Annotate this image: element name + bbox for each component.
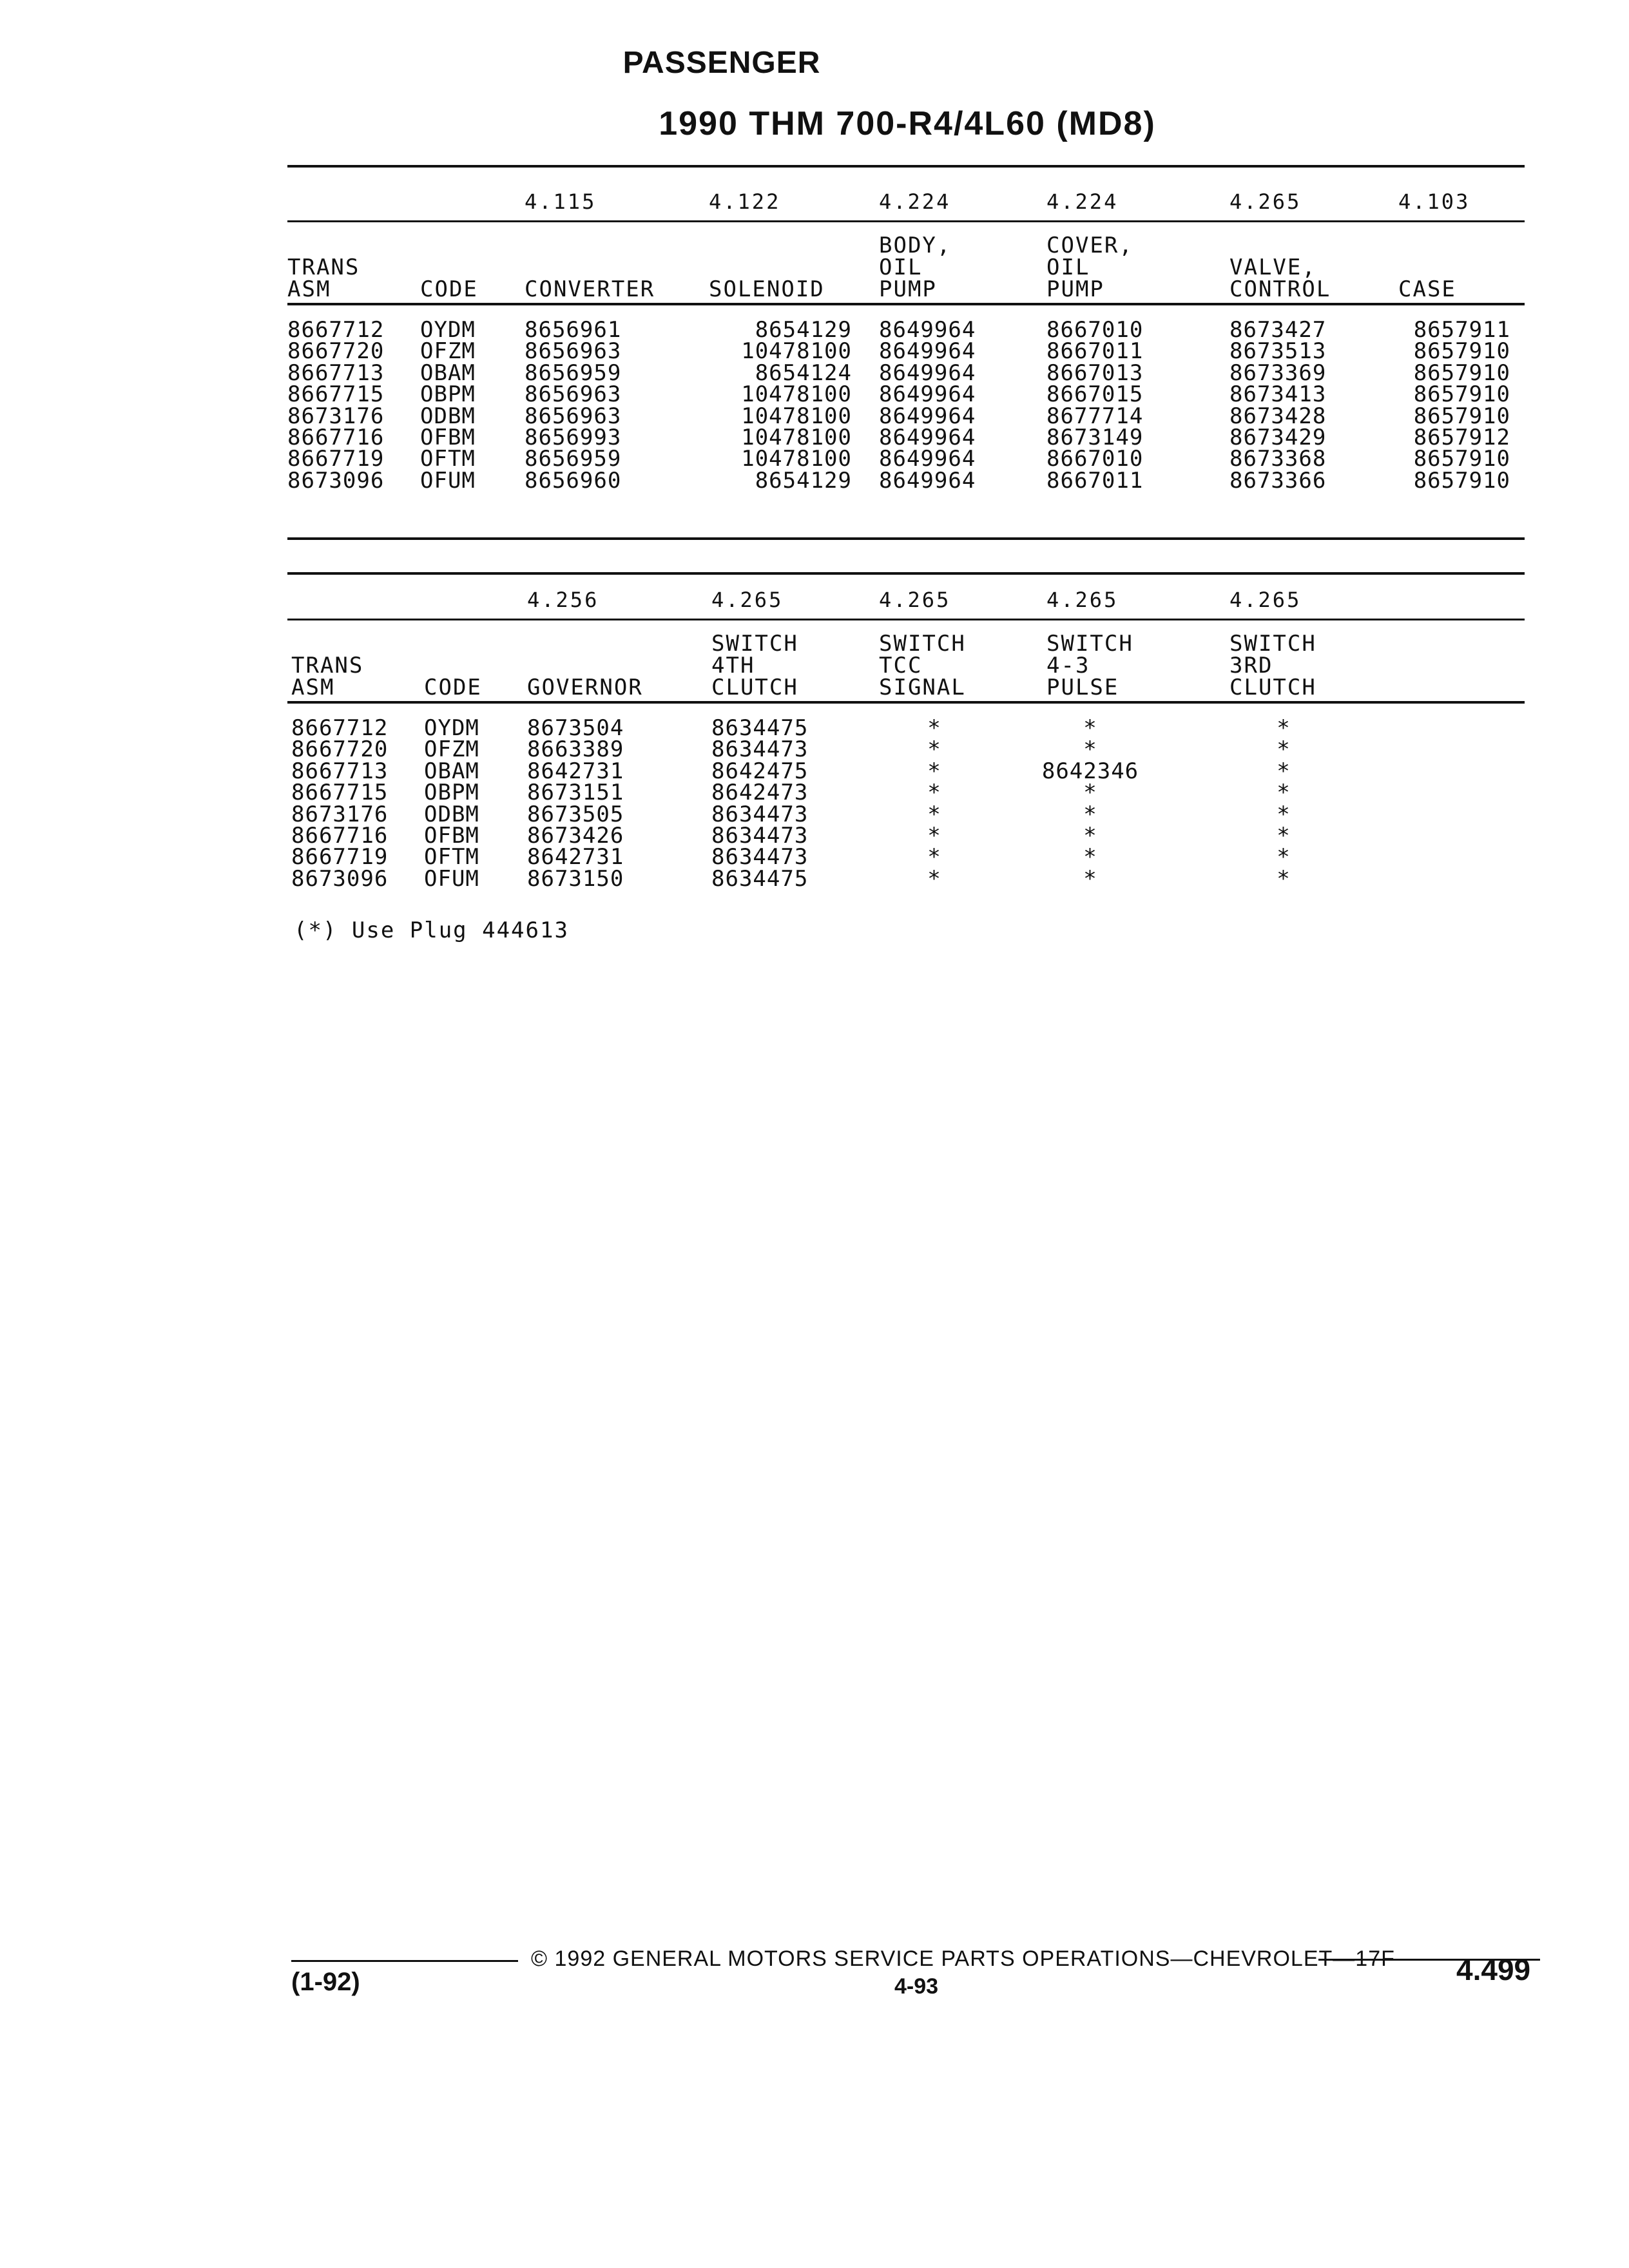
table-cell: 10478100 bbox=[741, 446, 852, 472]
table-bottom-rule bbox=[287, 537, 1525, 540]
column-header: TRANS bbox=[287, 255, 360, 280]
table-cell: 8667716 bbox=[291, 823, 389, 849]
column-header: SIGNAL bbox=[879, 675, 966, 700]
table-cell: 8656959 bbox=[525, 360, 622, 386]
table-cell: 8642475 bbox=[711, 758, 809, 784]
table-cell: 8656963 bbox=[525, 403, 622, 429]
table-cell: 8667010 bbox=[1046, 317, 1144, 343]
table-cell: 8673368 bbox=[1229, 446, 1327, 472]
table-cell: 8667719 bbox=[287, 446, 385, 472]
table-cell: * bbox=[1277, 736, 1291, 763]
table-cell: 8673505 bbox=[527, 801, 624, 827]
table-cell: 8673426 bbox=[527, 823, 624, 849]
section-ref: 4.122 bbox=[709, 189, 781, 214]
section-ref: 4.103 bbox=[1398, 189, 1470, 214]
column-header: CLUTCH bbox=[1229, 675, 1316, 700]
table-cell: 8667715 bbox=[291, 780, 389, 806]
table-cell: 8649964 bbox=[879, 403, 976, 429]
section-ref: 4.115 bbox=[525, 189, 597, 214]
column-header: 3RD bbox=[1229, 653, 1273, 678]
header-top-rule bbox=[287, 619, 1525, 620]
table-cell: 8673096 bbox=[287, 467, 385, 494]
table-cell: * bbox=[927, 736, 941, 763]
column-header: OIL bbox=[1046, 255, 1090, 280]
section-ref: 4.256 bbox=[527, 588, 599, 612]
table-cell: 8667720 bbox=[291, 736, 389, 763]
table-cell: 8656993 bbox=[525, 425, 622, 450]
header-bottom-rule bbox=[287, 303, 1525, 305]
header-top-rule bbox=[287, 220, 1525, 222]
column-header: TRANS bbox=[291, 653, 364, 678]
table-cell: 10478100 bbox=[741, 403, 852, 429]
header-bottom-rule bbox=[287, 701, 1525, 704]
table-cell: * bbox=[1277, 758, 1291, 784]
table-cell: 8649964 bbox=[879, 317, 976, 343]
table-cell: 8657910 bbox=[1413, 338, 1510, 365]
table-cell: 8673413 bbox=[1229, 381, 1327, 408]
column-header: BODY, bbox=[879, 233, 952, 258]
table-top-rule bbox=[287, 165, 1525, 168]
column-header: VALVE, bbox=[1229, 255, 1316, 280]
table-cell: 8649964 bbox=[879, 360, 976, 386]
column-header: PUMP bbox=[1046, 276, 1104, 302]
table-cell: 8642473 bbox=[711, 780, 809, 806]
table-cell: * bbox=[927, 844, 941, 870]
table-cell: 8657910 bbox=[1413, 446, 1510, 472]
table-cell: 8667010 bbox=[1046, 446, 1144, 472]
section-ref: 4.265 bbox=[879, 588, 951, 612]
table-cell: * bbox=[927, 715, 941, 741]
table-cell: 8656963 bbox=[525, 338, 622, 365]
table-cell: 8656960 bbox=[525, 467, 622, 494]
table-cell: 8673150 bbox=[527, 865, 624, 892]
table-cell: 8649964 bbox=[879, 381, 976, 408]
table-cell: OBAM bbox=[424, 758, 479, 784]
table-cell: 8634473 bbox=[711, 844, 809, 870]
table-cell: * bbox=[1277, 823, 1291, 849]
table-cell: OYDM bbox=[420, 317, 476, 343]
table-cell: 8673513 bbox=[1229, 338, 1327, 365]
column-header: CASE bbox=[1398, 276, 1456, 302]
column-header: CLUTCH bbox=[711, 675, 798, 700]
table-cell: 8642731 bbox=[527, 844, 624, 870]
table-cell: * bbox=[1083, 801, 1097, 827]
table-cell: 8667720 bbox=[287, 338, 385, 365]
table-cell: * bbox=[927, 780, 941, 806]
table-cell: 8657910 bbox=[1413, 403, 1510, 429]
table-cell: 8642731 bbox=[527, 758, 624, 784]
column-header: 4TH bbox=[711, 653, 755, 678]
table-cell: 8634475 bbox=[711, 865, 809, 892]
table-cell: 8673369 bbox=[1229, 360, 1327, 386]
table-cell: OFBM bbox=[420, 425, 476, 450]
table-cell: 8642346 bbox=[1041, 758, 1139, 784]
table-cell: 10478100 bbox=[741, 425, 852, 450]
table-cell: * bbox=[1083, 780, 1097, 806]
parts-table-2 bbox=[287, 572, 1525, 907]
table-cell: OFTM bbox=[424, 844, 479, 870]
table-cell: OBPM bbox=[424, 780, 479, 806]
table-cell: 8657910 bbox=[1413, 360, 1510, 386]
column-header: PUMP bbox=[879, 276, 937, 302]
column-header: GOVERNOR bbox=[527, 675, 643, 700]
table-cell: * bbox=[1083, 844, 1097, 870]
table-cell: * bbox=[1277, 715, 1291, 741]
table-cell: 8656961 bbox=[525, 317, 622, 343]
section-ref: 4.265 bbox=[711, 588, 784, 612]
section-ref: 4.224 bbox=[879, 189, 951, 214]
table-cell: 8649964 bbox=[879, 446, 976, 472]
table-cell: * bbox=[927, 758, 941, 784]
table-cell: 8673096 bbox=[291, 865, 389, 892]
column-header: SWITCH bbox=[1046, 631, 1133, 657]
column-header: SWITCH bbox=[879, 631, 966, 657]
table-cell: * bbox=[1083, 736, 1097, 763]
table-cell: OYDM bbox=[424, 715, 479, 741]
column-header: PULSE bbox=[1046, 675, 1119, 700]
table-cell: 8634475 bbox=[711, 715, 809, 741]
column-header: CODE bbox=[424, 675, 482, 700]
table-cell: OFUM bbox=[420, 467, 476, 494]
footer-copyright: © 1992 GENERAL MOTORS SERVICE PARTS OPERATIONS—CHEVROLET—17F bbox=[531, 1946, 1395, 1971]
section-ref: 4.265 bbox=[1229, 189, 1302, 214]
table-cell: 8649964 bbox=[879, 467, 976, 494]
table-cell: 8667011 bbox=[1046, 338, 1144, 365]
table-cell: OBAM bbox=[420, 360, 476, 386]
footer-date: (1-92) bbox=[291, 1968, 360, 1996]
section-ref: 4.265 bbox=[1046, 588, 1119, 612]
table-cell: 8673504 bbox=[527, 715, 624, 741]
table-cell: 8656959 bbox=[525, 446, 622, 472]
table-cell: 8657912 bbox=[1413, 425, 1510, 450]
table-cell: 10478100 bbox=[741, 381, 852, 408]
table-cell: 8667712 bbox=[287, 317, 385, 343]
table-cell: * bbox=[1277, 780, 1291, 806]
table-cell: * bbox=[927, 801, 941, 827]
column-header: 4-3 bbox=[1046, 653, 1090, 678]
table-cell: 8667015 bbox=[1046, 381, 1144, 408]
table-cell: OFTM bbox=[420, 446, 476, 472]
column-header: ASM bbox=[291, 675, 335, 700]
table-cell: 8673427 bbox=[1229, 317, 1327, 343]
section-ref: 4.224 bbox=[1046, 189, 1119, 214]
table-cell: * bbox=[1277, 865, 1291, 892]
table-cell: ODBM bbox=[420, 403, 476, 429]
column-header: CODE bbox=[420, 276, 478, 302]
table-cell: 8634473 bbox=[711, 823, 809, 849]
table-cell: 8673176 bbox=[291, 801, 389, 827]
table-cell: 8667011 bbox=[1046, 467, 1144, 494]
table-cell: 8634473 bbox=[711, 736, 809, 763]
column-header: SWITCH bbox=[711, 631, 798, 657]
table-cell: 8654124 bbox=[755, 360, 852, 386]
table-cell: 10478100 bbox=[741, 338, 852, 365]
table-cell: OFUM bbox=[424, 865, 479, 892]
table-cell: OFZM bbox=[420, 338, 476, 365]
column-header: TCC bbox=[879, 653, 923, 678]
table-cell: ODBM bbox=[424, 801, 479, 827]
table-cell: 8673428 bbox=[1229, 403, 1327, 429]
table-cell: 8663389 bbox=[527, 736, 624, 763]
table-cell: OBPM bbox=[420, 381, 476, 408]
table-cell: * bbox=[1083, 715, 1097, 741]
table-cell: 8656963 bbox=[525, 381, 622, 408]
parts-table-1 bbox=[287, 165, 1525, 552]
column-header: CONVERTER bbox=[525, 276, 655, 302]
section-heading: PASSENGER bbox=[622, 46, 821, 80]
column-header: SWITCH bbox=[1229, 631, 1316, 657]
column-header: CONTROL bbox=[1229, 276, 1331, 302]
column-header: ASM bbox=[287, 276, 331, 302]
section-ref: 4.265 bbox=[1229, 588, 1302, 612]
table-cell: OFBM bbox=[424, 823, 479, 849]
table-cell: * bbox=[1277, 801, 1291, 827]
table-cell: 8667713 bbox=[291, 758, 389, 784]
table-cell: * bbox=[927, 823, 941, 849]
footer-rule-left bbox=[291, 1960, 518, 1962]
table-top-rule bbox=[287, 572, 1525, 575]
column-header: COVER, bbox=[1046, 233, 1133, 258]
table-cell: 8667713 bbox=[287, 360, 385, 386]
column-header: SOLENOID bbox=[709, 276, 825, 302]
table-cell: 8634473 bbox=[711, 801, 809, 827]
table-cell: 8667013 bbox=[1046, 360, 1144, 386]
table-cell: 8673151 bbox=[527, 780, 624, 806]
footer-page-number: 4.499 bbox=[1456, 1953, 1531, 1986]
table-cell: 8667716 bbox=[287, 425, 385, 450]
table-cell: 8649964 bbox=[879, 425, 976, 450]
table-cell: * bbox=[1083, 865, 1097, 892]
table-cell: 8677714 bbox=[1046, 403, 1144, 429]
table-cell: 8673366 bbox=[1229, 467, 1327, 494]
table-cell: * bbox=[1083, 823, 1097, 849]
table-cell: 8657910 bbox=[1413, 381, 1510, 408]
table-cell: 8657911 bbox=[1413, 317, 1510, 343]
table-cell: 8673149 bbox=[1046, 425, 1144, 450]
table-cell: OFZM bbox=[424, 736, 479, 763]
table-cell: 8657910 bbox=[1413, 467, 1510, 494]
table-cell: 8654129 bbox=[755, 317, 852, 343]
table-cell: 8667719 bbox=[291, 844, 389, 870]
page-title: 1990 THM 700-R4/4L60 (MD8) bbox=[659, 105, 1156, 142]
table-cell: 8654129 bbox=[755, 467, 852, 494]
table-cell: 8649964 bbox=[879, 338, 976, 365]
footer-subpage: 4-93 bbox=[894, 1974, 939, 1999]
table-cell: 8667715 bbox=[287, 381, 385, 408]
column-header: OIL bbox=[879, 255, 923, 280]
table-cell: 8673176 bbox=[287, 403, 385, 429]
table-cell: 8673429 bbox=[1229, 425, 1327, 450]
table-cell: * bbox=[1277, 844, 1291, 870]
table-cell: 8667712 bbox=[291, 715, 389, 741]
footnote: (*) Use Plug 444613 bbox=[294, 918, 569, 943]
table-cell: * bbox=[927, 865, 941, 892]
